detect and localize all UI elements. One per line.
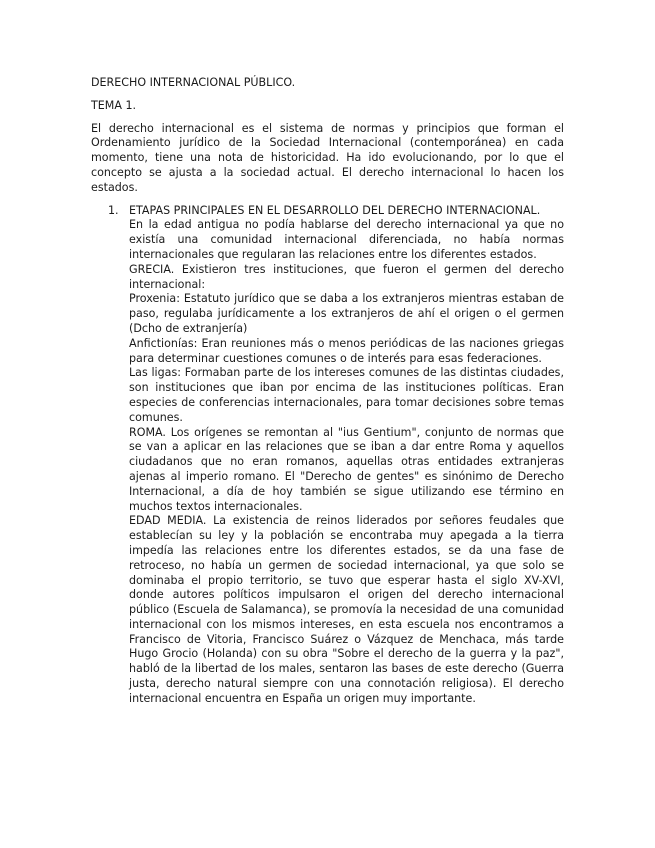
section-paragraph: ROMA. Los orígenes se remontan al "ius Gentium", conjunto de normas que se van a aplicar en las relaciones que se iban a dar entre Roma y aquellos ciudadanos que no eran romanos, aquellas otras entidades extranjeras ajenas al imperio romano. El "Derecho de gentes" es sinónimo de Derecho Internacional, a día de hoy también se sigue utilizando ese término en muchos textos internacionales. — [129, 425, 564, 513]
section-paragraph: Las ligas: Formaban parte de los intereses comunes de las distintas ciudades, son instituciones que iban por encima de las instituciones políticas. Eran especies de conferencias internacionales, para tomar decisiones sobre temas comunes. — [129, 366, 564, 424]
document-title: DERECHO INTERNACIONAL PÚBLICO. — [91, 76, 296, 89]
section-paragraph: EDAD MEDIA. La existencia de reinos liderados por señores feudales que establecían su ley y la población se encontraba muy apegada a la tierra impedía las relaciones entre los diferentes estados, se da una fase de retroceso, no había un germen de sociedad internacional, ya que solo se dominaba el propio territorio, se tuvo que esperar hasta el siglo XV-XVI, donde autores políticos impulsaron el origen del derecho internacional público (Escuela de Salamanca), se promovía la necesidad de una comunidad internacional con los mismos intereses, en esta escuela nos encontramos a Francisco de Vitoria, Francisco Suárez o Vázquez de Menchaca, más tarde Hugo Grocio (Holanda) con su obra "Sobre el derecho de la guerra y la paz", habló de la libertad de los males, sentaron las bases de este derecho (Guerra justa, derecho natural siempre con una connotación religiosa). El derecho internacional encuentra en España un origen muy importante. — [129, 514, 564, 705]
document-page — [91, 76, 564, 707]
sections-list — [91, 204, 564, 707]
section-paragraph: GRECIA. Existieron tres instituciones, que fueron el germen del derecho internacional: — [129, 262, 564, 291]
intro-paragraph: El derecho internacional es el sistema de normas y principios que forman el Ordenamiento jurídico de la Sociedad Internacional (contemporánea) en cada momento, tiene una nota de historicidad. Ha ido evolucionando, por lo que el concepto se ajusta a la sociedad actual. El derecho internacional lo hacen los estados. — [91, 121, 564, 194]
section-paragraph: Proxenia: Estatuto jurídico que se daba a los extranjeros mientras estaban de paso, regulaba jurídicamente a los extranjeros de ahí el origen o el germen (Dcho de extranjería) — [129, 292, 564, 335]
section-number: 1. — [108, 203, 119, 217]
section-heading: ETAPAS PRINCIPALES EN EL DESARROLLO DEL DERECHO INTERNACIONAL. — [129, 203, 541, 217]
topic-heading: TEMA 1. — [91, 98, 137, 112]
section-paragraph: Anfictionías: Eran reuniones más o menos periódicas de las naciones griegas para determinar cuestiones comunes o de interés para esas federaciones. — [129, 336, 564, 365]
section-paragraph: En la edad antigua no podía hablarse del derecho internacional ya que no existía una comunidad internacional diferenciada, no había normas internacionales que regularan las relaciones entre los diferentes estados. — [129, 218, 564, 261]
section-item — [108, 203, 564, 707]
